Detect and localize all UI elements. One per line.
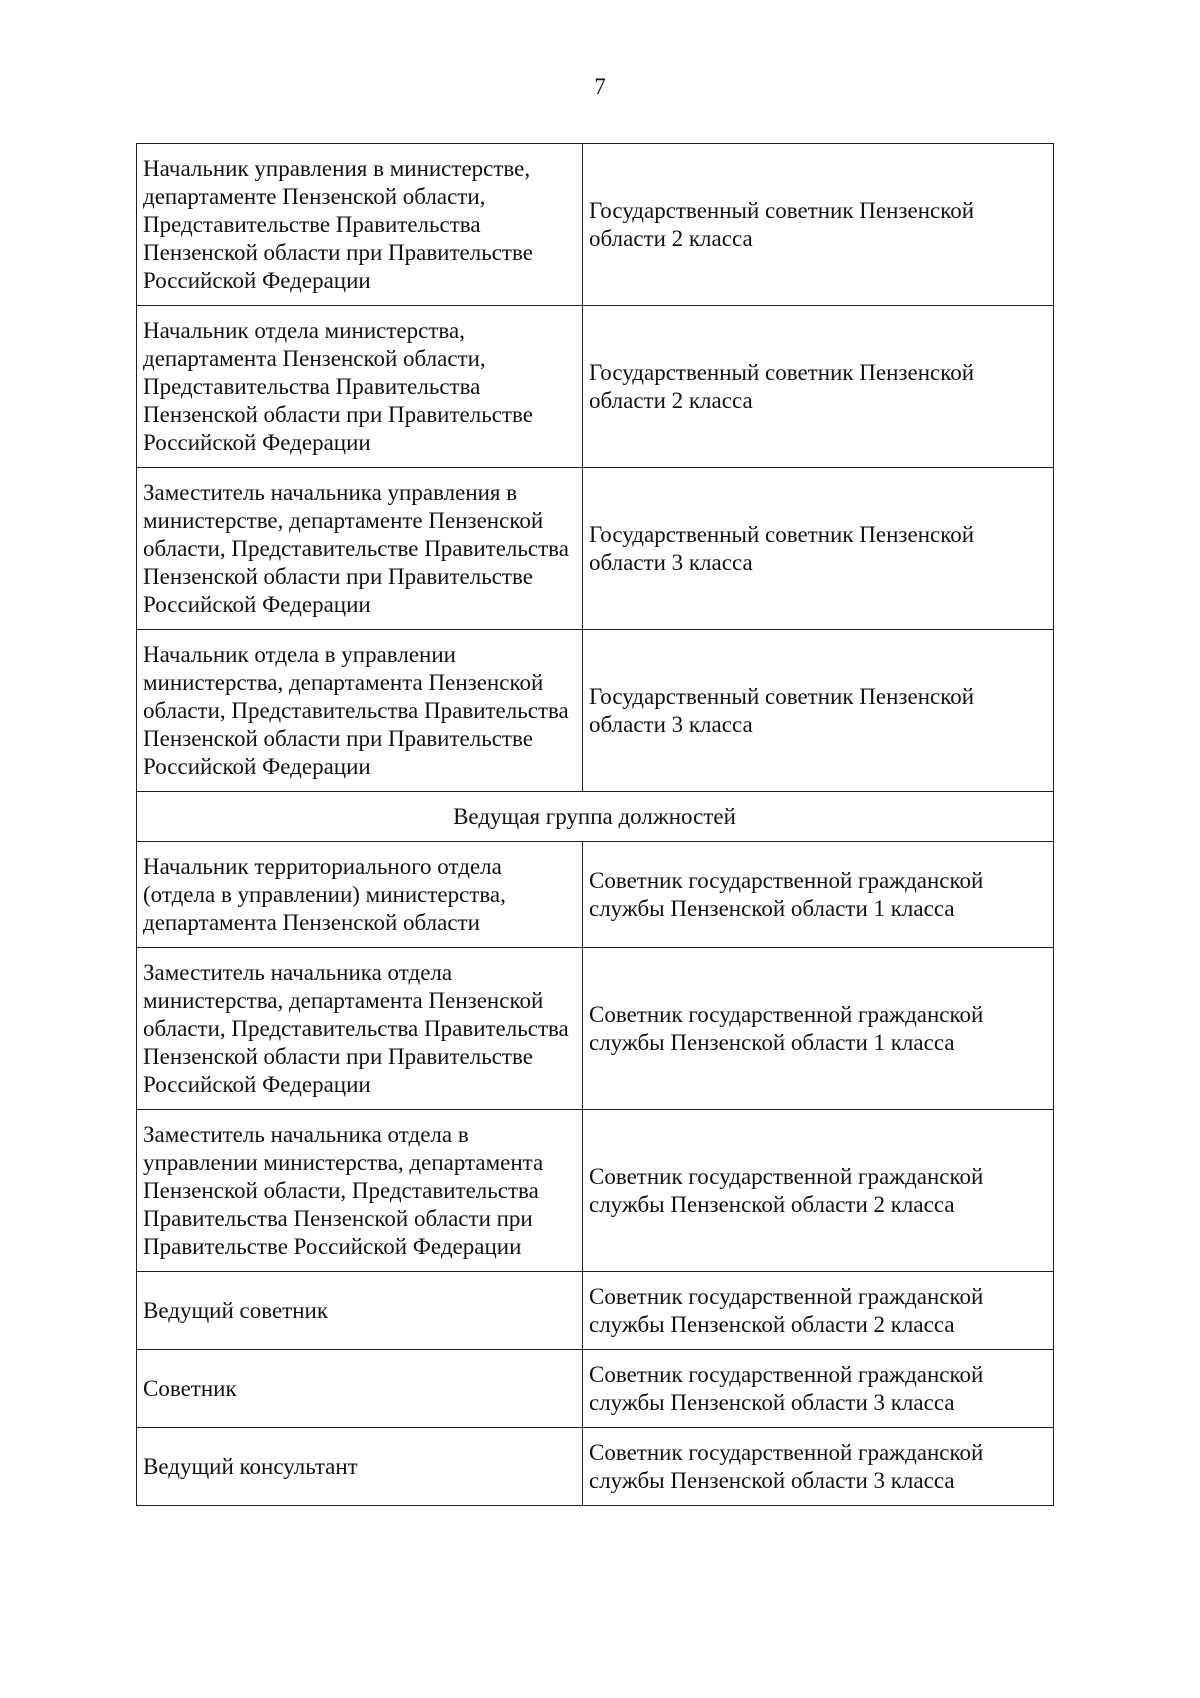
table-row: [137, 948, 1054, 1110]
table-row: [137, 144, 1054, 306]
table-row: [137, 468, 1054, 630]
table-row: [137, 630, 1054, 792]
position-title-cell: Заместитель начальника управления в министерстве, департаменте Пензенской области, Представительстве Правительства Пензенской области при Правительстве Российской Федерации: [137, 468, 583, 630]
group-header-row: [137, 792, 1054, 842]
class-rank-cell: Советник государственной гражданской службы Пензенской области 1 класса: [583, 842, 1054, 948]
table-row: [137, 1272, 1054, 1350]
class-rank-cell: Государственный советник Пензенской области 3 класса: [583, 468, 1054, 630]
table-row: [137, 842, 1054, 948]
class-rank-cell: Советник государственной гражданской службы Пензенской области 3 класса: [583, 1350, 1054, 1428]
page-number: 7: [594, 74, 606, 99]
class-rank-cell: Государственный советник Пензенской области 2 класса: [583, 306, 1054, 468]
position-title-cell: Советник: [137, 1350, 583, 1428]
table-row: [137, 1350, 1054, 1428]
position-title-cell: Начальник отдела в управлении министерства, департамента Пензенской области, Представительства Правительства Пензенской области при Правительстве Российской Федерации: [137, 630, 583, 792]
position-title-cell: Начальник территориального отдела (отдела в управлении) министерства, департамента Пензенской области: [137, 842, 583, 948]
class-rank-cell: Государственный советник Пензенской области 2 класса: [583, 144, 1054, 306]
table-body: [137, 144, 1054, 1506]
table-row: [137, 1110, 1054, 1272]
position-title-cell: Начальник отдела министерства, департамента Пензенской области, Представительства Правительства Пензенской области при Правительстве Российской Федерации: [137, 306, 583, 468]
position-title-cell: Заместитель начальника отдела министерства, департамента Пензенской области, Представительства Правительства Пензенской области при Правительстве Российской Федерации: [137, 948, 583, 1110]
position-title-cell: Ведущий консультант: [137, 1428, 583, 1506]
class-rank-cell: Советник государственной гражданской службы Пензенской области 2 класса: [583, 1110, 1054, 1272]
position-title-cell: Заместитель начальника отдела в управлении министерства, департамента Пензенской области, Представительства Правительства Пензенской области при Правительстве Российской Федерации: [137, 1110, 583, 1272]
positions-rank-table: [136, 143, 1054, 1506]
class-rank-cell: Государственный советник Пензенской области 3 класса: [583, 630, 1054, 792]
position-title-cell: Ведущий советник: [137, 1272, 583, 1350]
table-row: [137, 306, 1054, 468]
group-header-label: Ведущая группа должностей: [137, 792, 1054, 842]
position-title-cell: Начальник управления в министерстве, департаменте Пензенской области, Представительстве Правительства Пензенской области при Правительстве Российской Федерации: [137, 144, 583, 306]
class-rank-cell: Советник государственной гражданской службы Пензенской области 1 класса: [583, 948, 1054, 1110]
table-row: [137, 1428, 1054, 1506]
class-rank-cell: Советник государственной гражданской службы Пензенской области 2 класса: [583, 1272, 1054, 1350]
class-rank-cell: Советник государственной гражданской службы Пензенской области 3 класса: [583, 1428, 1054, 1506]
